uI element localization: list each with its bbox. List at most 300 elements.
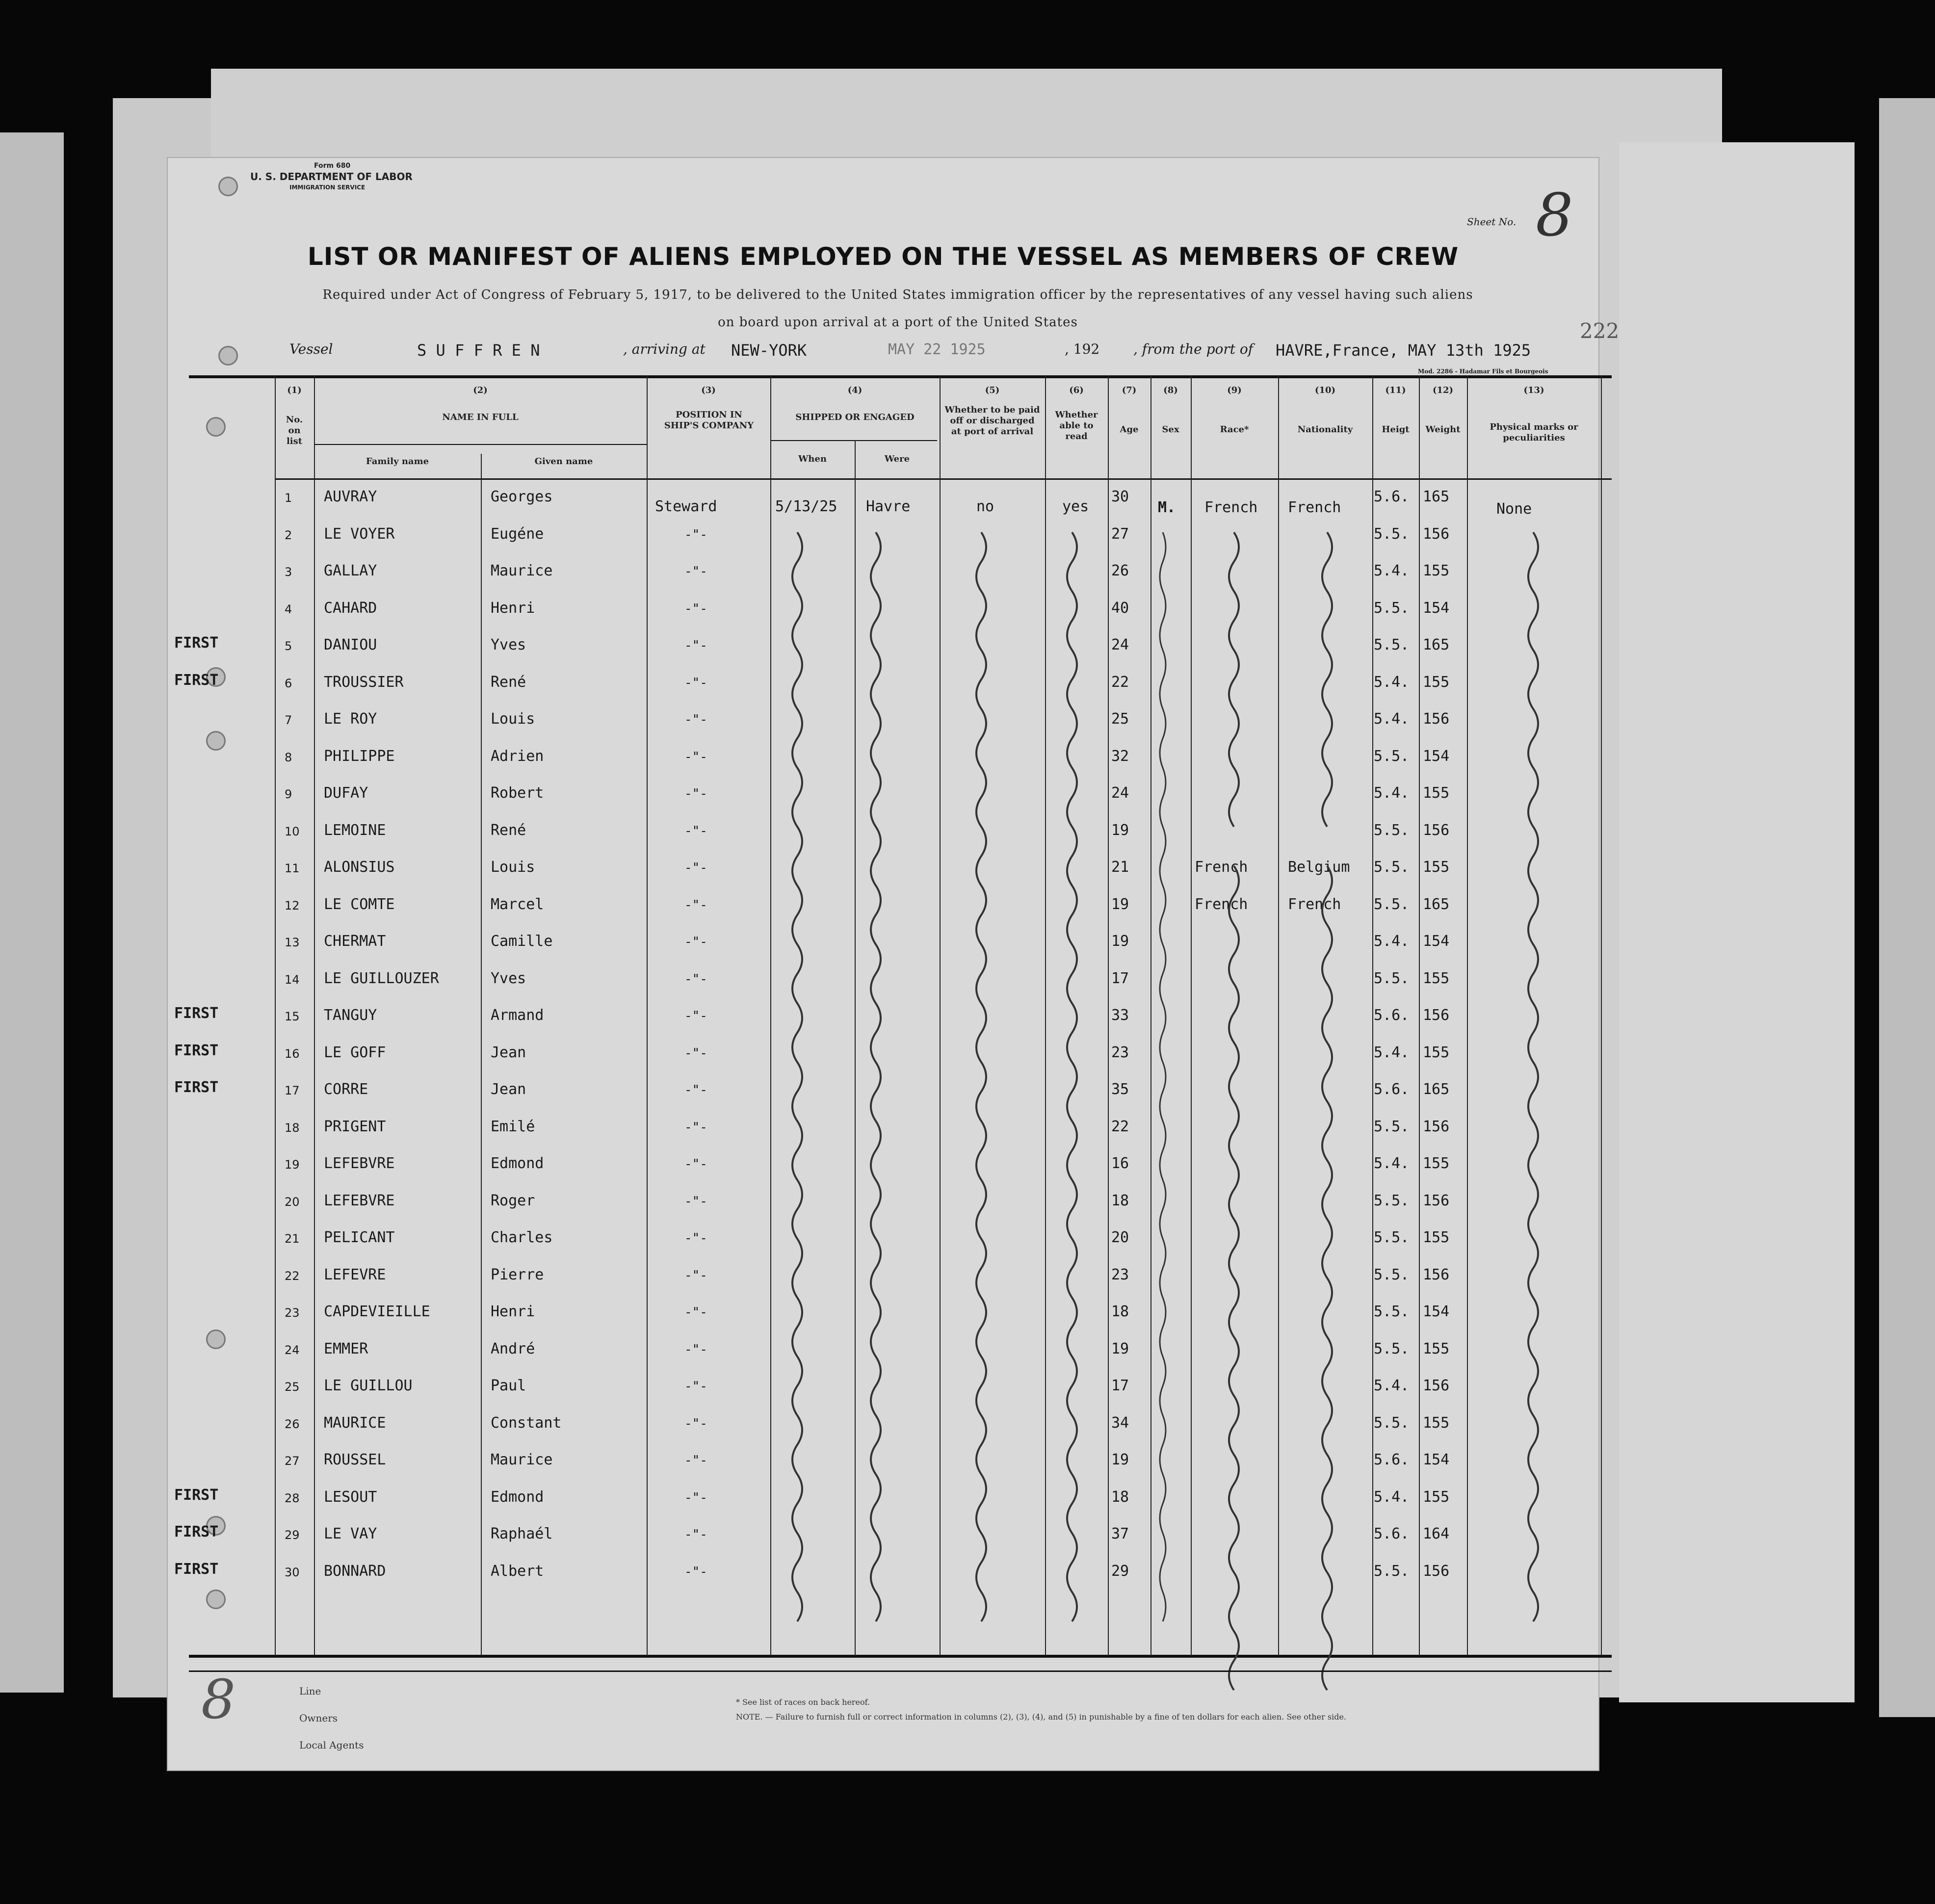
given-name-cell: Eugéne <box>491 525 544 543</box>
position-ditto-mark: -"- <box>684 638 707 653</box>
given-name-cell: Raphaél <box>491 1525 553 1542</box>
stacked-sheet-3 <box>1619 142 1855 1702</box>
row-number-cell: 17 <box>285 1084 300 1097</box>
given-name-cell: Robert <box>491 784 544 802</box>
row-number-cell: 16 <box>285 1046 300 1061</box>
footer-margin-number: 8 <box>201 1668 235 1731</box>
given-name-cell: Maurice <box>491 562 553 579</box>
age-cell: 18 <box>1111 1192 1129 1209</box>
given-name-cell: Edmond <box>491 1488 544 1506</box>
age-cell: 21 <box>1111 859 1129 876</box>
table-row <box>189 748 1612 777</box>
position-ditto-mark: -"- <box>684 935 707 949</box>
height-cell: 5.5. <box>1374 1562 1410 1580</box>
col4-header: SHIPPED OR ENGAGED <box>795 412 915 422</box>
age-cell: 16 <box>1111 1155 1129 1172</box>
col10-header: Nationality <box>1297 424 1353 435</box>
position-ditto-mark: -"- <box>684 527 707 542</box>
table-row <box>189 970 1612 999</box>
given-name-cell: Edmond <box>491 1155 544 1172</box>
crew-table <box>174 375 1612 1661</box>
col4b-header: Were <box>884 454 910 464</box>
given-name-cell: Yves <box>491 969 526 987</box>
row-number-cell: 29 <box>285 1528 300 1542</box>
age-cell: 18 <box>1111 1488 1129 1506</box>
footer-rule <box>189 1670 1612 1672</box>
height-cell: 5.6. <box>1374 1525 1410 1542</box>
left-adjacent-page <box>0 132 64 1693</box>
family-name-cell: LE VOYER <box>324 525 395 543</box>
weight-cell: 155 <box>1423 562 1450 579</box>
table-row <box>189 1303 1612 1332</box>
first-row-paid-off: no <box>976 498 994 515</box>
position-ditto-mark: -"- <box>684 1416 707 1431</box>
header-rule <box>275 478 1612 480</box>
age-cell: 22 <box>1111 673 1129 691</box>
table-row <box>189 525 1612 555</box>
age-cell: 17 <box>1111 969 1129 987</box>
height-cell: 5.5. <box>1374 1229 1410 1246</box>
local-agents-label: Local Agents <box>299 1739 364 1751</box>
weight-cell: 154 <box>1423 1303 1450 1320</box>
weight-cell: 155 <box>1423 1488 1450 1506</box>
age-cell: 24 <box>1111 784 1129 802</box>
position-ditto-mark: -"- <box>684 564 707 579</box>
col6-header: Whether able to read <box>1055 410 1098 442</box>
height-cell: 5.6. <box>1374 1451 1410 1468</box>
col6-number: (6) <box>1069 385 1084 395</box>
height-cell: 5.4. <box>1374 562 1410 579</box>
stamp-number: 222 <box>1580 319 1620 343</box>
age-cell: 24 <box>1111 636 1129 653</box>
table-row <box>174 1523 1612 1555</box>
position-ditto-mark: -"- <box>684 861 707 875</box>
weight-cell: 155 <box>1423 1229 1450 1246</box>
margin-annotation: FIRST <box>174 1005 219 1022</box>
weight-cell: 156 <box>1423 821 1450 839</box>
family-name-cell: TANGUY <box>324 1007 377 1024</box>
given-name-cell: Henri <box>491 599 535 617</box>
given-name-cell: Albert <box>491 1562 544 1580</box>
given-name-cell: Roger <box>491 1192 535 1209</box>
height-cell: 5.5. <box>1374 859 1410 876</box>
height-cell: 5.5. <box>1374 969 1410 987</box>
col7-header: Age <box>1120 424 1139 435</box>
row-number-cell: 22 <box>285 1269 300 1283</box>
height-cell: 5.5. <box>1374 1340 1410 1357</box>
weight-cell: 156 <box>1423 1118 1450 1135</box>
given-name-cell: Louis <box>491 710 535 728</box>
family-name-cell: GALLAY <box>324 562 377 579</box>
height-cell: 5.5. <box>1374 525 1410 543</box>
family-name-cell: DUFAY <box>324 784 368 802</box>
weight-cell: 165 <box>1423 488 1450 505</box>
row-number-cell: 14 <box>285 972 300 987</box>
row-number-cell: 4 <box>285 602 292 616</box>
given-name-cell: Emilé <box>491 1118 535 1135</box>
weight-cell: 154 <box>1423 747 1450 765</box>
family-name-cell: LE VAY <box>324 1525 377 1542</box>
given-name-cell: Adrien <box>491 747 544 765</box>
first-row-when: 5/13/25 <box>775 498 837 515</box>
height-cell: 5.5. <box>1374 599 1410 617</box>
mod-note: Mod. 2286 - Hadamar Fils et Bourgeois <box>1418 368 1548 375</box>
table-row <box>174 1005 1612 1036</box>
given-name-cell: Charles <box>491 1229 553 1246</box>
col13-number: (13) <box>1523 385 1544 395</box>
row-number-cell: 27 <box>285 1454 300 1468</box>
family-name-cell: CAPDEVIEILLE <box>324 1303 430 1320</box>
weight-cell: 154 <box>1423 1451 1450 1468</box>
given-name-cell: René <box>491 673 526 691</box>
requirement-line-1: Required under Act of Congress of February 5, 1917, to be delivered to the United States immigration officer by the representatives of any vessel having such aliens <box>322 287 1473 302</box>
age-cell: 19 <box>1111 895 1129 913</box>
given-name-cell: Georges <box>491 488 553 505</box>
given-name-cell: Constant <box>491 1414 562 1432</box>
weight-cell: 155 <box>1423 1043 1450 1061</box>
form-number: Form 680 <box>314 162 351 170</box>
family-name-cell: EMMER <box>324 1340 368 1357</box>
position-ditto-mark: -"- <box>684 786 707 801</box>
table-row <box>174 1042 1612 1073</box>
table-row <box>189 1414 1612 1444</box>
age-cell: 19 <box>1111 933 1129 950</box>
weight-cell: 156 <box>1423 1266 1450 1283</box>
age-cell: 19 <box>1111 1340 1129 1357</box>
penalty-note: NOTE. — Failure to furnish full or correct information in columns (2), (3), (4), and (5) in punishable by a fine of ten dollars for each alien. See other side. <box>736 1712 1346 1721</box>
arrival-port: NEW-YORK <box>731 341 807 360</box>
family-name-cell: LEFEBVRE <box>324 1192 395 1209</box>
position-ditto-mark: -"- <box>684 749 707 764</box>
voyage-line <box>167 341 1599 365</box>
family-name-cell: PRIGENT <box>324 1118 386 1135</box>
height-cell: 5.4. <box>1374 933 1410 950</box>
family-name-cell: TROUSSIER <box>324 673 404 691</box>
given-name-cell: Camille <box>491 933 553 950</box>
position-ditto-mark: -"- <box>684 712 707 727</box>
table-row <box>174 1486 1612 1518</box>
given-name-cell: Armand <box>491 1007 544 1024</box>
table-row <box>189 710 1612 740</box>
height-cell: 5.5. <box>1374 1118 1410 1135</box>
col3-number: (3) <box>701 385 716 395</box>
weight-cell: 155 <box>1423 673 1450 691</box>
row-number-cell: 8 <box>285 750 292 764</box>
sheet-number: 8 <box>1536 182 1573 250</box>
family-name-cell: LE GUILLOUZER <box>324 969 439 987</box>
weight-cell: 156 <box>1423 1192 1450 1209</box>
position-ditto-mark: -"- <box>684 1231 707 1246</box>
col13-header: Physical marks or peculiarities <box>1490 422 1578 443</box>
row-number-cell: 12 <box>285 898 300 913</box>
table-row <box>189 1192 1612 1222</box>
table-row <box>189 600 1612 629</box>
family-name-cell: DANIOU <box>324 636 377 653</box>
given-name-cell: Jean <box>491 1081 526 1098</box>
arrival-date-stamp: MAY 22 1925 <box>888 341 986 358</box>
given-name-cell: Yves <box>491 636 526 653</box>
year-label: , 192 <box>1065 341 1100 357</box>
weight-cell: 155 <box>1423 969 1450 987</box>
age-cell: 20 <box>1111 1229 1129 1246</box>
age-cell: 19 <box>1111 821 1129 839</box>
family-name-cell: MAURICE <box>324 1414 386 1432</box>
position-ditto-mark: -"- <box>684 971 707 987</box>
position-ditto-mark: -"- <box>684 897 707 913</box>
height-cell: 5.6. <box>1374 488 1410 505</box>
row-number-cell: 6 <box>285 676 292 690</box>
table-row <box>189 822 1612 851</box>
given-name-cell: André <box>491 1340 535 1357</box>
col9-number: (9) <box>1227 385 1242 395</box>
height-cell: 5.6. <box>1374 1081 1410 1098</box>
race-cell: French <box>1195 895 1248 913</box>
row-number-cell: 10 <box>285 824 300 838</box>
col5-header: Whether to be paid off or discharged at port of arrival <box>944 405 1040 437</box>
table-row <box>189 859 1612 888</box>
department: U. S. DEPARTMENT OF LABOR <box>250 171 413 183</box>
height-cell: 5.4. <box>1374 1043 1410 1061</box>
family-name-cell: ALONSIUS <box>324 859 395 876</box>
given-name-cell: Pierre <box>491 1266 544 1283</box>
given-name-cell: Henri <box>491 1303 535 1320</box>
row-number-cell: 3 <box>285 565 292 579</box>
position-ditto-mark: -"- <box>684 1045 707 1061</box>
position-ditto-mark: -"- <box>684 601 707 616</box>
height-cell: 5.4. <box>1374 784 1410 802</box>
weight-cell: 156 <box>1423 1562 1450 1580</box>
nationality-cell: French <box>1288 895 1341 913</box>
weight-cell: 154 <box>1423 599 1450 617</box>
col11-number: (11) <box>1385 385 1406 395</box>
col11-header: Heigt <box>1382 424 1410 435</box>
age-cell: 19 <box>1111 1451 1129 1468</box>
row-number-cell: 30 <box>285 1565 300 1579</box>
family-name-cell: LESOUT <box>324 1488 377 1506</box>
height-cell: 5.5. <box>1374 636 1410 653</box>
row-number-cell: 20 <box>285 1195 300 1209</box>
vessel-label: Vessel <box>289 341 333 357</box>
col4-number: (4) <box>847 385 863 395</box>
age-cell: 23 <box>1111 1043 1129 1061</box>
height-cell: 5.5. <box>1374 895 1410 913</box>
family-name-cell: PHILIPPE <box>324 747 395 765</box>
weight-cell: 165 <box>1423 636 1450 653</box>
service: IMMIGRATION SERVICE <box>289 184 366 191</box>
vessel-name: S U F F R E N <box>417 341 540 360</box>
family-name-cell: LE GOFF <box>324 1043 386 1061</box>
family-name-cell: BONNARD <box>324 1562 386 1580</box>
height-cell: 5.5. <box>1374 1414 1410 1432</box>
table-row <box>174 634 1612 666</box>
row-number-cell: 21 <box>285 1232 300 1246</box>
races-note: * See list of races on back hereof. <box>736 1697 870 1707</box>
col1-header: No. on list <box>286 415 303 446</box>
row-number-cell: 1 <box>285 491 292 505</box>
family-name-cell: LE ROY <box>324 710 377 728</box>
col9-header: Race* <box>1220 424 1249 435</box>
family-name-cell: PELICANT <box>324 1229 395 1246</box>
weight-cell: 155 <box>1423 1414 1450 1432</box>
position-ditto-mark: -"- <box>684 1009 707 1023</box>
table-bottom-rule <box>189 1655 1612 1658</box>
col2b-header: Given name <box>534 456 593 467</box>
family-name-cell: AUVRAY <box>324 488 377 505</box>
position-ditto-mark: -"- <box>684 1527 707 1542</box>
table-row <box>174 1560 1612 1592</box>
weight-cell: 155 <box>1423 1340 1450 1357</box>
weight-cell: 155 <box>1423 859 1450 876</box>
position-ditto-mark: -"- <box>684 1342 707 1357</box>
arriving-label: , arriving at <box>623 341 706 357</box>
row-number-cell: 15 <box>285 1010 300 1023</box>
age-cell: 34 <box>1111 1414 1129 1432</box>
row-number-cell: 13 <box>285 936 300 949</box>
margin-annotation: FIRST <box>174 1560 219 1578</box>
line-label: Line <box>299 1685 321 1697</box>
name-subheader-rule <box>314 444 647 445</box>
weight-cell: 154 <box>1423 933 1450 950</box>
col12-header: Weight <box>1425 424 1461 435</box>
table-row <box>189 1155 1612 1184</box>
table-row <box>189 1451 1612 1481</box>
margin-annotation: FIRST <box>174 1042 219 1059</box>
col3-header: POSITION IN SHIP'S COMPANY <box>664 410 754 431</box>
col10-number: (10) <box>1314 385 1336 395</box>
first-row-were: Havre <box>866 498 911 515</box>
table-row <box>189 933 1612 962</box>
position-ditto-mark: -"- <box>684 1490 707 1505</box>
weight-cell: 155 <box>1423 784 1450 802</box>
table-row <box>189 1340 1612 1370</box>
first-row-sex: M. <box>1158 499 1176 516</box>
right-adjacent-page <box>1879 98 1935 1717</box>
row-number-cell: 5 <box>285 639 292 653</box>
family-name-cell: CAHARD <box>324 599 377 617</box>
height-cell: 5.4. <box>1374 710 1410 728</box>
height-cell: 5.5. <box>1374 1192 1410 1209</box>
age-cell: 40 <box>1111 599 1129 617</box>
position-ditto-mark: -"- <box>684 1268 707 1283</box>
age-cell: 33 <box>1111 1007 1129 1024</box>
margin-annotation: FIRST <box>174 1523 219 1540</box>
table-row <box>189 1266 1612 1296</box>
row-number-cell: 25 <box>285 1380 300 1394</box>
col12-number: (12) <box>1432 385 1454 395</box>
family-name-cell: LE COMTE <box>324 895 395 913</box>
col5-number: (5) <box>985 385 1000 395</box>
first-row-nationality: French <box>1288 499 1341 516</box>
table-row <box>189 1377 1612 1407</box>
position-ditto-mark: -"- <box>684 1379 707 1394</box>
table-row <box>174 671 1612 703</box>
given-name-cell: Marcel <box>491 895 544 913</box>
age-cell: 23 <box>1111 1266 1129 1283</box>
height-cell: 5.5. <box>1374 747 1410 765</box>
page-title: LIST OR MANIFEST OF ALIENS EMPLOYED ON THE VESSEL AS MEMBERS OF CREW <box>307 242 1459 271</box>
col2-number: (2) <box>473 385 488 395</box>
row-number-cell: 26 <box>285 1417 300 1431</box>
position-ditto-mark: -"- <box>684 1083 707 1097</box>
age-cell: 26 <box>1111 562 1129 579</box>
owners-label: Owners <box>299 1712 338 1724</box>
table-row <box>189 1229 1612 1258</box>
age-cell: 18 <box>1111 1303 1129 1320</box>
height-cell: 5.6. <box>1374 1007 1410 1024</box>
nationality-cell: Belgium <box>1288 859 1350 876</box>
family-name-cell: LEFEVRE <box>324 1266 386 1283</box>
position-ditto-mark: -"- <box>684 1194 707 1209</box>
age-cell: 22 <box>1111 1118 1129 1135</box>
weight-cell: 156 <box>1423 525 1450 543</box>
position-ditto-mark: -"- <box>684 1305 707 1320</box>
given-name-cell: René <box>491 821 526 839</box>
race-cell: French <box>1195 859 1248 876</box>
table-row <box>189 784 1612 814</box>
first-row-marks: None <box>1496 500 1532 518</box>
position-ditto-mark: -"- <box>684 823 707 838</box>
height-cell: 5.5. <box>1374 821 1410 839</box>
row-number-cell: 9 <box>285 787 292 801</box>
requirement-line-2: on board upon arrival at a port of the United States <box>718 315 1078 330</box>
age-cell: 27 <box>1111 525 1129 543</box>
manifest-sheet <box>167 157 1620 1771</box>
col2a-header: Family name <box>366 456 429 467</box>
col8-header: Sex <box>1162 424 1179 435</box>
table-row <box>174 1079 1612 1110</box>
height-cell: 5.4. <box>1374 1155 1410 1172</box>
col8-number: (8) <box>1163 385 1178 395</box>
col4a-header: When <box>798 454 827 464</box>
row-number-cell: 23 <box>285 1306 300 1320</box>
sheet-label: Sheet No. <box>1467 216 1517 228</box>
margin-annotation: FIRST <box>174 1079 219 1096</box>
age-cell: 37 <box>1111 1525 1129 1542</box>
row-number-cell: 2 <box>285 528 292 542</box>
family-name-cell: LEFEBVRE <box>324 1155 395 1172</box>
col2-header: NAME IN FULL <box>442 412 519 422</box>
weight-cell: 156 <box>1423 1007 1450 1024</box>
position-ditto-mark: -"- <box>684 1120 707 1135</box>
position-ditto-mark: -"- <box>684 1564 707 1579</box>
family-name-cell: ROUSSEL <box>324 1451 386 1468</box>
family-name-cell: CORRE <box>324 1081 368 1098</box>
departure-port: HAVRE,France, MAY 13th 1925 <box>1276 341 1531 360</box>
age-cell: 17 <box>1111 1377 1129 1394</box>
col7-number: (7) <box>1122 385 1137 395</box>
age-cell: 29 <box>1111 1562 1129 1580</box>
position-ditto-mark: -"- <box>684 1157 707 1172</box>
position-ditto-mark: -"- <box>684 1453 707 1468</box>
weight-cell: 155 <box>1423 1155 1450 1172</box>
weight-cell: 156 <box>1423 1377 1450 1394</box>
row-number-cell: 24 <box>285 1343 300 1357</box>
weight-cell: 156 <box>1423 710 1450 728</box>
weight-cell: 165 <box>1423 895 1450 913</box>
family-name-cell: LEMOINE <box>324 821 386 839</box>
row-number-cell: 18 <box>285 1121 300 1135</box>
given-name-cell: Jean <box>491 1043 526 1061</box>
given-name-cell: Maurice <box>491 1451 553 1468</box>
family-name-cell: CHERMAT <box>324 933 386 950</box>
punch-hole <box>218 177 238 196</box>
height-cell: 5.4. <box>1374 673 1410 691</box>
table-row <box>189 896 1612 925</box>
height-cell: 5.5. <box>1374 1266 1410 1283</box>
row-number-cell: 11 <box>285 861 300 875</box>
table-row <box>189 1118 1612 1148</box>
margin-annotation: FIRST <box>174 671 219 689</box>
